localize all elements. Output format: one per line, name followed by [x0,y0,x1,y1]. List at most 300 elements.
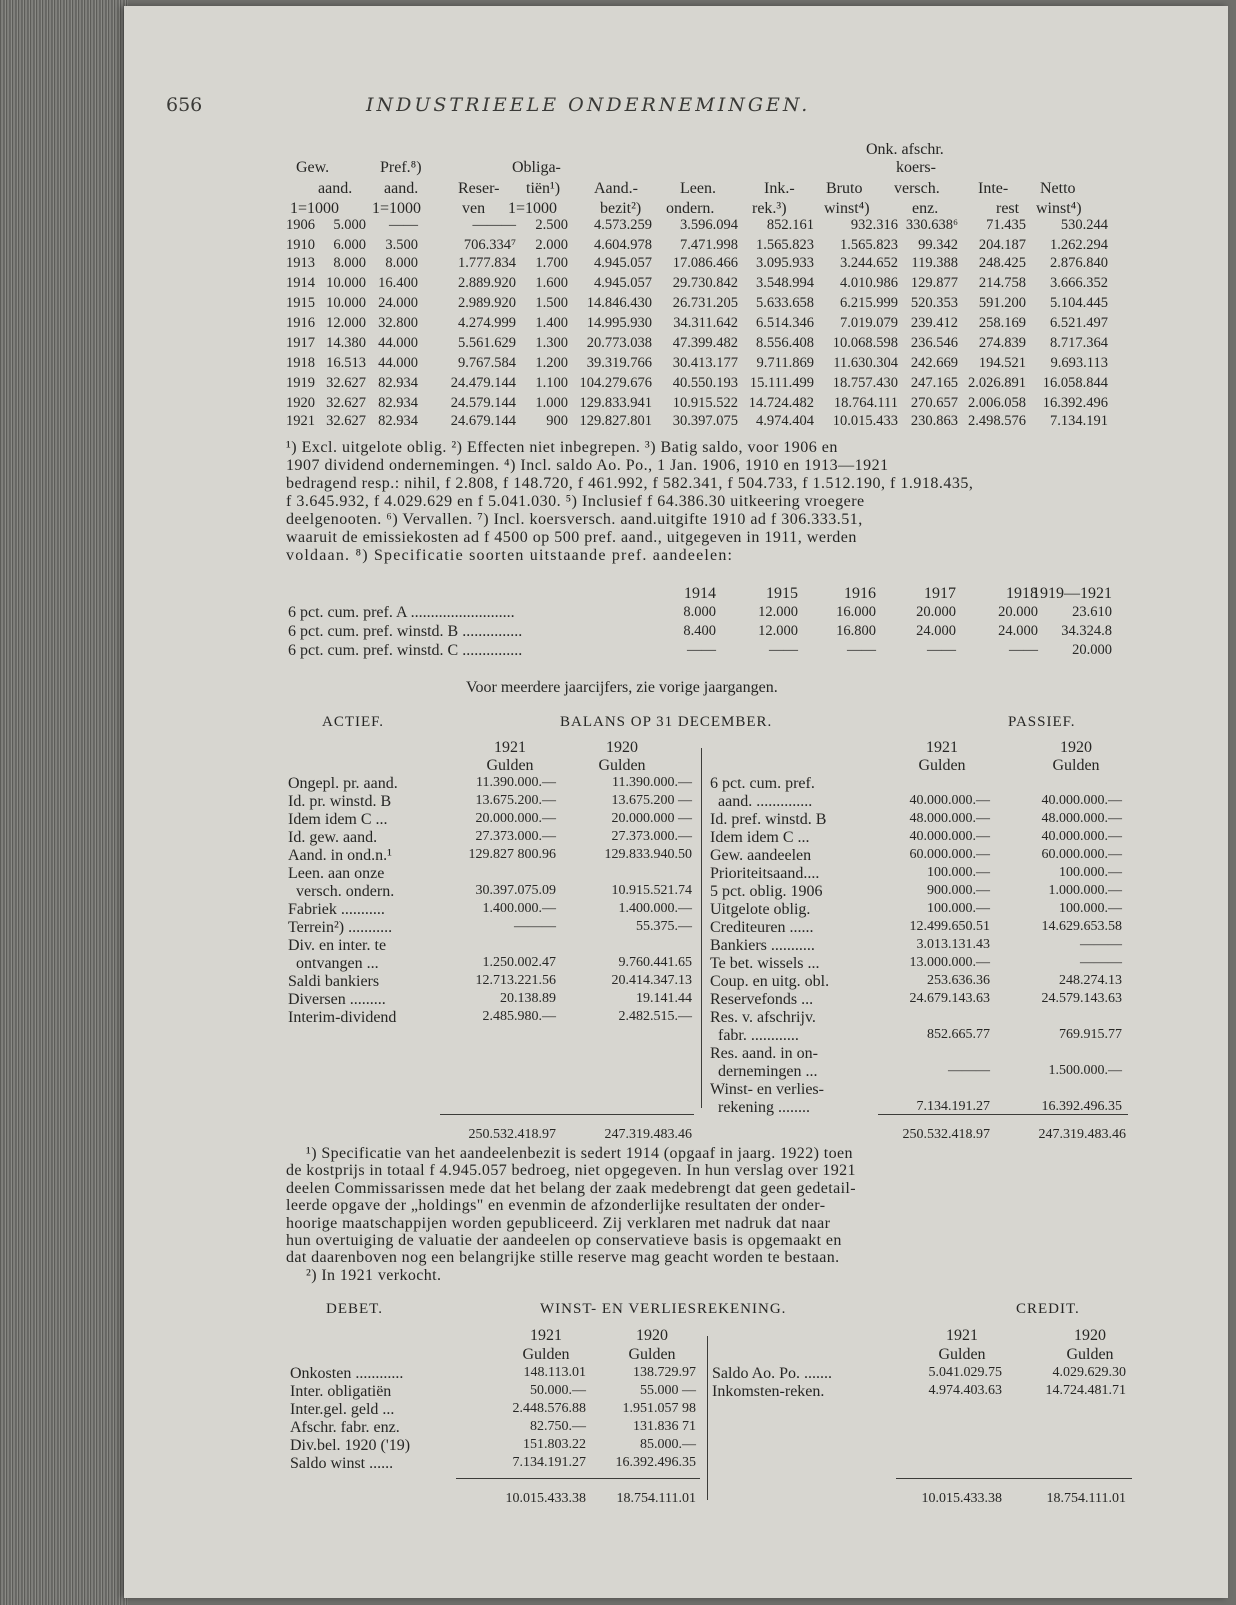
table-cell: 12.000 [326,315,366,331]
header-koers: koers- [896,159,936,176]
liability-value-1920: 16.392.496.35 [1041,1099,1122,1114]
liability-value-1920: 248.274.13 [1059,973,1122,988]
table-cell: 24.579.144 [450,395,516,411]
liability-value-1921: 3.013.131.43 [916,937,990,952]
table-cell: 3.666.352 [1050,275,1108,291]
balance-total-rule-left [440,1114,694,1115]
table-cell: 7.134.191 [1050,413,1108,429]
table-cell: 119.388 [911,255,958,271]
liability-value-1920: 100.000.— [1059,865,1122,880]
table-cell: 129.833.941 [579,395,652,411]
footnote-line: hun overtuiging de valuatie der aandeelen op conservatieve basis is opgemaakt en [286,1232,842,1249]
asset-value-1920: 20.414.347.13 [611,973,692,988]
header-nominal-3: 1=1000 [508,200,558,217]
spec-year-header: 1914 [684,585,716,602]
table-cell: 530.244 [1060,217,1108,233]
table-cell: 4.010.986 [840,275,898,291]
asset-label: Aand. in ond.n.¹ [288,847,392,864]
table-cell: 9.693.113 [1050,355,1108,371]
table-cell: 16.058.844 [1042,375,1108,391]
table-cell: 17.086.466 [672,255,738,271]
table-cell: 5.561.629 [458,335,516,351]
table-cell: 82.934 [378,395,418,411]
table-cell: 4.573.259 [594,217,652,233]
liability-value-1920: 40.000.000.— [1041,829,1122,844]
table-cell: 32.627 [326,375,366,391]
header-rek: rek.³) [752,200,787,217]
pl-year-a-right: 1921 [946,1327,978,1344]
spec-year-header: 1917 [924,585,956,602]
table-cell: 2.500 [535,217,568,233]
table-cell: 44.000 [378,335,418,351]
footnote-line: ²) In 1921 verkocht. [306,1266,442,1284]
asset-label: Ongepl. pr. aand. [288,775,398,792]
liability-label: 6 pct. cum. pref. [710,775,815,792]
asset-value-1921: 13.675.200.— [475,793,556,808]
asset-value-1921: 20.000.000.— [475,811,556,826]
table-cell: 230.863 [910,413,958,429]
asset-label: ontvangen ... [288,955,379,972]
footnote-line: leerde opgave der „holdings" en evenmin de afzonderlijke resultaten der onder- [286,1197,826,1215]
header-bezit: bezit²) [600,200,642,217]
spec-cell: 16.000 [836,604,876,620]
table-cell: 14.846.430 [586,295,652,311]
spec-year-header: 1918 [1006,585,1038,602]
liability-label: fabr. ............ [710,1027,799,1044]
header-ondern: ondern. [666,200,715,217]
table-cell: 14.380 [326,335,366,351]
spec-cell: —— [927,642,956,658]
header-aand-1: aand. [318,180,353,197]
footnote-line: deelen Commissarissen mede dat het belang der zaak medebrengt dat geen gedetail- [286,1179,857,1197]
asset-value-1920: 129.833.940.50 [604,847,692,862]
pl-divider [707,1336,708,1500]
row-year: 1917 [286,335,315,351]
table-cell: 14.995.930 [586,315,652,331]
table-cell: 99.342 [918,237,958,253]
expense-value-1920: 1.951.057 98 [622,1401,696,1416]
expense-label: Onkosten ............ [290,1365,404,1382]
footnote-line: 1907 dividend ondernemingen. ⁴) Incl. saldo Ao. Po., 1 Jan. 1906, 1910 en 1913—1921 [286,457,889,474]
table-cell: 10.915.522 [672,395,738,411]
header-netto-winst: winst⁴) [1036,200,1082,217]
asset-label: versch. ondern. [288,883,395,900]
income-value-1921: 4.974.403.63 [928,1383,1002,1398]
asset-label: Saldi bankiers [288,973,380,990]
table-cell: 932.316 [850,217,898,233]
footnote-line: bedragend resp.: nihil, f 2.808, f 148.720, f 461.992, f 582.341, f 504.733, f 1.512.190, f 1.918.435, [286,475,974,492]
debet-heading: DEBET. [326,1301,383,1317]
table-cell: 1.000 [535,395,568,411]
table-cell: 3.596.094 [680,217,738,233]
footnote-line: ¹) Specificatie van het aandeelenbezit is sedert 1914 (opgaaf in jaarg. 1922) toen [306,1145,853,1162]
table-cell: 1.400 [535,315,568,331]
balance-year-b-right: 1920 [1060,739,1092,756]
table-cell: 10.068.598 [832,335,898,351]
header-tien: tiën¹) [526,180,561,197]
table-cell: 239.412 [910,315,958,331]
table-cell: 9.711.869 [756,355,814,371]
footnote-line: hoorige maatschappijen worden gepubliceerd. Zij verklaren met nadruk dat naar [286,1214,831,1232]
balance-title: BALANS OP 31 DECEMBER. [560,714,773,730]
liability-value-1921: 40.000.000.— [909,829,990,844]
table-cell: 1.600 [535,275,568,291]
table-cell: 2.498.576 [968,413,1026,429]
spec-cell: 12.000 [758,604,798,620]
liability-label: dernemingen ... [710,1063,818,1080]
row-year: 1915 [286,295,315,311]
header-ink: Ink.- [764,180,795,197]
table-cell: 4.604.978 [594,237,652,253]
header-winst: winst⁴) [824,200,870,217]
table-cell: 3.244.652 [840,255,898,271]
income-value-1920: 14.724.481.71 [1045,1383,1126,1398]
asset-value-1920: 9.760.441.65 [618,955,692,970]
table-cell: 4.945.057 [594,275,652,291]
spec-row-label: 6 pct. cum. pref. winstd. B ............... [288,623,523,640]
footnote-line: f 3.645.932, f 4.029.629 en f 5.041.030. ⁵) Inclusief f 64.386.30 uitkeering vroegere [286,493,865,510]
spec-cell: 24.000 [916,623,956,639]
income-label: Saldo Ao. Po. ....... [712,1365,833,1382]
asset-label: Interim-dividend [288,1009,397,1026]
expense-value-1920: 138.729.97 [633,1365,696,1380]
table-cell: 236.546 [910,335,958,351]
table-cell: 204.187 [978,237,1026,253]
table-cell: 24.479.144 [450,375,516,391]
table-cell: 3.500 [385,237,418,253]
table-cell: 8.717.364 [1050,335,1108,351]
table-cell: 82.934 [378,375,418,391]
liability-label: Id. pref. winstd. B [710,811,827,828]
balance-total-right-1920: 247.319.483.46 [1038,1127,1126,1142]
table-cell: 2.026.891 [968,375,1026,391]
table-cell: 129.827.801 [579,413,652,429]
spec-cell: 20.000 [916,604,956,620]
spec-cell: —— [1009,642,1038,658]
table-cell: 39.319.766 [586,355,652,371]
row-year: 1918 [286,355,315,371]
liability-label: aand. .............. [710,793,813,810]
liability-value-1920: 1.500.000.— [1048,1063,1122,1078]
table-cell: 24.679.144 [450,413,516,429]
asset-label: Id. gew. aand. [288,829,378,846]
table-cell: 706.334⁷ [463,237,516,253]
footnote-line: waaruit de emissiekosten ad f 4500 op 500 pref. aand., uitgegeven in 1911, werden [286,529,857,546]
liability-value-1920: 100.000.— [1059,901,1122,916]
table-cell: 14.724.482 [748,395,814,411]
liability-value-1921: 7.134.191.27 [916,1099,990,1114]
table-cell: 104.279.676 [579,375,652,391]
liability-label: Gew. aandeelen [710,847,812,864]
table-cell: 1.565.823 [840,237,898,253]
asset-label: Fabriek ........... [288,901,385,918]
table-cell: 10.015.433 [832,413,898,429]
expense-value-1920: 55.000 — [640,1383,696,1398]
table-cell: 29.730.842 [672,275,738,291]
table-cell: 18.757.430 [832,375,898,391]
spec-cell: 8.000 [683,604,716,620]
pl-total-left-1921: 10.015.433.38 [505,1491,586,1506]
header-nominal-1: 1=1000 [290,200,340,217]
asset-value-1921: 12.713.221.56 [475,973,556,988]
table-cell: ——— [472,217,516,233]
liability-value-1920: 40.000.000.— [1041,793,1122,808]
liability-label: 5 pct. oblig. 1906 [710,883,823,900]
asset-value-1921: 2.485.980.— [482,1009,556,1024]
pl-year-b-right: 1920 [1074,1327,1106,1344]
table-cell: 5.104.445 [1050,295,1108,311]
pl-year-a-left: 1921 [530,1327,562,1344]
header-aand-bezit: Aand.- [594,180,638,197]
asset-label: Leen. aan onze [288,865,385,882]
asset-value-1921: 1.400.000.— [482,901,556,916]
balance-unit-a-left: Gulden [486,757,534,774]
liability-value-1920: 24.579.143.63 [1041,991,1122,1006]
spec-year-header: 1915 [766,585,798,602]
liability-label: rekening ........ [710,1099,810,1116]
page-number: 656 [166,94,203,116]
table-cell: 24.000 [378,295,418,311]
balance-divider [701,748,702,1108]
pl-year-b-left: 1920 [636,1327,668,1344]
table-cell: 10.000 [326,295,366,311]
header-enz: enz. [912,200,939,217]
liability-label: Prioriteitsaand.... [710,865,820,882]
balance-unit-a-right: Gulden [918,757,966,774]
liability-value-1921: 40.000.000.— [909,793,990,808]
asset-value-1921: 27.373.000.— [475,829,556,844]
header-nominal-2: 1=1000 [372,200,422,217]
spec-cell: —— [687,642,716,658]
expense-value-1920: 131.836 71 [633,1419,696,1434]
header-inte: Inte- [978,180,1009,197]
spec-cell: —— [847,642,876,658]
table-cell: 520.353 [910,295,958,311]
liability-value-1921: 12.499.650.51 [909,919,990,934]
liability-label: Coup. en uitg. obl. [710,973,830,990]
header-obliga: Obliga- [512,159,561,176]
header-leen: Leen. [680,180,716,197]
liability-value-1921: 60.000.000.— [909,847,990,862]
balance-unit-b-right: Gulden [1052,757,1100,774]
asset-value-1920: 13.675.200 — [611,793,692,808]
table-cell: 1.565.823 [756,237,814,253]
pl-title: WINST- EN VERLIESREKENING. [540,1301,787,1317]
row-year: 1921 [286,413,315,429]
asset-value-1921: ——— [514,919,556,934]
row-year: 1920 [286,395,315,411]
table-cell: 71.435 [986,217,1026,233]
spec-cell: 34.324.8 [1061,623,1112,639]
liability-value-1921: 24.679.143.63 [909,991,990,1006]
income-value-1921: 5.041.029.75 [928,1365,1002,1380]
spec-cell: 23.610 [1072,604,1112,620]
row-year: 1914 [286,275,315,291]
pl-unit-b-left: Gulden [628,1346,676,1363]
row-year: 1919 [286,375,315,391]
liability-value-1920: 1.000.000.— [1048,883,1122,898]
liability-value-1921: ——— [948,1063,990,1078]
expense-value-1920: 16.392.496.35 [615,1455,696,1470]
asset-value-1920: 19.141.44 [636,991,692,1006]
pl-unit-a-right: Gulden [938,1346,986,1363]
asset-value-1920: 2.482.515.— [618,1009,692,1024]
liability-value-1920: ——— [1080,937,1122,952]
actief-heading: ACTIEF. [322,714,385,730]
footnote-line: dat daarenboven nog een belangrijke stille reserve mag geacht worden te bestaan. [286,1249,840,1267]
table-cell: 8.000 [333,255,366,271]
table-cell: 2.000 [535,237,568,253]
liability-value-1921: 100.000.— [927,865,990,880]
balance-total-left-1920: 247.319.483.46 [604,1127,692,1142]
table-cell: 1.500 [535,295,568,311]
table-cell: 8.000 [385,255,418,271]
asset-value-1921: 30.397.075.09 [475,883,556,898]
liability-label: Reservefonds ... [710,991,814,1008]
spec-cell: 8.400 [683,623,716,639]
asset-value-1920: 1.400.000.— [618,901,692,916]
pl-total-rule-right [896,1478,1132,1479]
table-cell: 44.000 [378,355,418,371]
asset-label: Idem idem C ... [288,811,388,828]
table-cell: 6.215.999 [840,295,898,311]
row-year: 1913 [286,255,315,271]
table-cell: 274.839 [978,335,1026,351]
liability-value-1920: 60.000.000.— [1041,847,1122,862]
table-cell: 15.111.499 [749,375,814,391]
liability-label: Bankiers ........... [710,937,815,954]
liability-label: Uitgelote oblig. [710,901,811,918]
table-cell: 330.638⁶ [905,217,958,233]
liability-value-1921: 48.000.000.— [909,811,990,826]
header-rest: rest [996,200,1020,217]
header-ven: ven [462,200,486,217]
liability-label: Winst- en verlies- [710,1081,824,1098]
expense-value-1921: 2.448.576.88 [512,1401,586,1416]
liability-value-1921: 900.000.— [927,883,990,898]
table-cell: 2.989.920 [458,295,516,311]
table-cell: 4.974.404 [756,413,814,429]
balance-total-left-1921: 250.532.418.97 [468,1127,556,1142]
liability-label: Crediteuren ...... [710,919,814,936]
footnote-line: ¹) Excl. uitgelote oblig. ²) Effecten niet inbegrepen. ³) Batig saldo, voor 1906 en [286,439,838,456]
asset-label: Diversen ......... [288,991,386,1008]
table-cell: 32.800 [378,315,418,331]
income-value-1920: 4.029.629.30 [1052,1365,1126,1380]
balance-total-rule-right [878,1114,1128,1115]
table-cell: 1.700 [535,255,568,271]
expense-value-1921: 50.000.— [530,1383,586,1398]
table-cell: 11.630.304 [833,355,898,371]
row-year: 1916 [286,315,315,331]
balance-year-a-right: 1921 [926,739,958,756]
table-cell: 591.200 [978,295,1026,311]
table-cell: 900 [546,413,568,429]
liability-label: Idem idem C ... [710,829,810,846]
footnote-line: de kostprijs in totaal f 4.945.057 bedroeg, niet opgegeven. In hun verslag over 1921 [286,1162,856,1180]
asset-value-1921: 1.250.002.47 [482,955,556,970]
balance-unit-b-left: Gulden [598,757,646,774]
table-cell: 18.764.111 [833,395,898,411]
table-cell: 248.425 [978,255,1026,271]
footnote-line: voldaan. ⁸) Specificatie soorten uitstaande pref. aandeelen: [286,547,734,564]
row-year: 1910 [286,237,315,253]
table-cell: 16.400 [378,275,418,291]
expense-value-1921: 7.134.191.27 [512,1455,586,1470]
pl-total-right-1920: 18.754.111.01 [1046,1491,1126,1506]
spec-cell: 12.000 [758,623,798,639]
table-cell: 32.627 [326,395,366,411]
table-cell: 82.934 [378,413,418,429]
spec-year-header: 1916 [844,585,876,602]
table-cell: 852.161 [766,217,814,233]
balance-year-a-left: 1921 [494,739,526,756]
table-cell: 20.773.038 [586,335,652,351]
table-cell: 47.399.482 [672,335,738,351]
table-cell: 7.019.079 [840,315,898,331]
spec-cell: 20.000 [998,604,1038,620]
table-cell: 30.397.075 [672,413,738,429]
table-cell: 1.300 [535,335,568,351]
expense-label: Afschr. fabr. enz. [290,1419,400,1436]
asset-label: Terrein²) ........... [288,919,393,936]
spec-row-label: 6 pct. cum. pref. winstd. C ............... [288,642,523,659]
pl-total-rule-left [456,1478,700,1479]
table-cell: 242.669 [910,355,958,371]
table-cell: 30.413.177 [672,355,738,371]
table-cell: 2.889.920 [458,275,516,291]
note-more-years: Voor meerdere jaarcijfers, zie vorige jaargangen. [466,679,778,696]
liability-value-1921: 852.665.77 [927,1027,990,1042]
table-cell: 194.521 [978,355,1026,371]
header-aand-2: aand. [384,180,419,197]
table-cell: 1.200 [535,355,568,371]
spec-cell: 20.000 [1072,642,1112,658]
table-cell: 4.945.057 [594,255,652,271]
expense-value-1921: 151.803.22 [523,1437,586,1452]
page-title: INDUSTRIEELE ONDERNEMINGEN. [366,94,811,116]
liability-value-1920: 769.915.77 [1059,1027,1122,1042]
table-cell: 270.657 [910,395,958,411]
header-gew: Gew. [296,159,330,176]
liability-value-1921: 100.000.— [927,901,990,916]
table-cell: 26.731.205 [672,295,738,311]
liability-value-1920: ——— [1080,955,1122,970]
liability-label: Res. v. afschrijv. [710,1009,816,1026]
header-pref: Pref.⁸) [380,159,422,176]
spec-year-header: 1919—1921 [1032,585,1112,602]
table-cell: 258.169 [978,315,1026,331]
liability-value-1921: 13.000.000.— [909,955,990,970]
expense-value-1921: 82.750.— [530,1419,586,1434]
table-cell: 9.767.584 [458,355,516,371]
table-cell: 2.006.058 [968,395,1026,411]
balance-total-right-1921: 250.532.418.97 [902,1127,990,1142]
expense-value-1921: 148.113.01 [523,1365,586,1380]
table-cell: 16.392.496 [1042,395,1108,411]
spec-row-label: 6 pct. cum. pref. A .......................... [288,604,515,621]
liability-value-1920: 14.629.653.58 [1041,919,1122,934]
table-cell: 40.550.193 [672,375,738,391]
expense-label: Div.bel. 1920 ('19) [290,1437,411,1454]
credit-heading: CREDIT. [1016,1301,1080,1317]
expense-label: Saldo winst ...... [290,1455,394,1472]
table-cell: 1.100 [535,375,568,391]
spec-cell: 16.800 [836,623,876,639]
liability-label: Res. aand. in on- [710,1045,818,1062]
table-cell: 1.262.294 [1050,237,1108,253]
asset-label: Div. en inter. te [288,937,387,954]
